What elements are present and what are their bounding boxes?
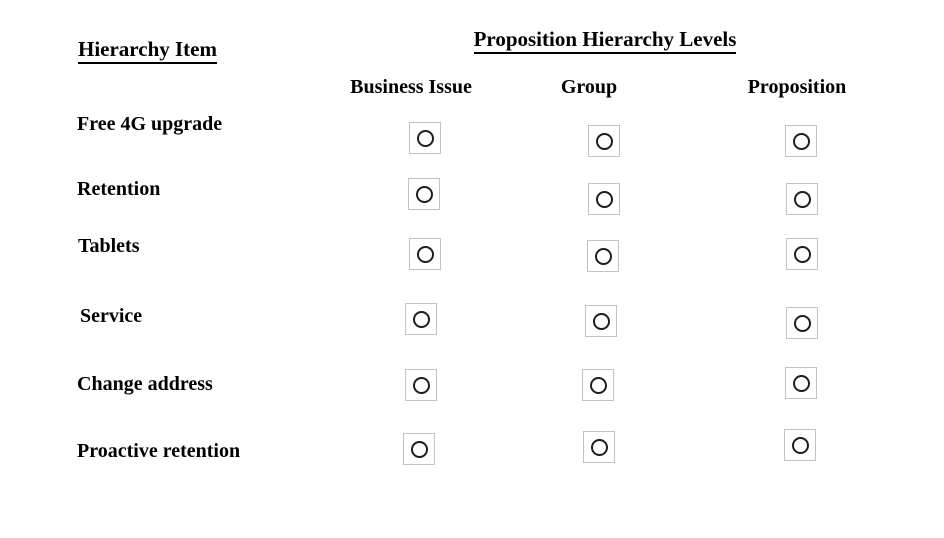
radio-circle-icon [590, 377, 607, 394]
row-label-retention: Retention [77, 178, 161, 200]
radio-proactive-retention-business-issue[interactable] [403, 433, 435, 465]
row-label-service: Service [80, 305, 143, 327]
radio-service-business-issue[interactable] [405, 303, 437, 335]
radio-circle-icon [593, 313, 610, 330]
row-label-change-address: Change address [77, 373, 213, 395]
radio-change-address-group[interactable] [582, 369, 614, 401]
hierarchy-item-title-text: Hierarchy Item [78, 37, 217, 64]
radio-proactive-retention-group[interactable] [583, 431, 615, 463]
radio-circle-icon [596, 133, 613, 150]
row-label-proactive-retention: Proactive retention [77, 440, 241, 462]
radio-circle-icon [793, 375, 810, 392]
radio-retention-group[interactable] [588, 183, 620, 215]
hierarchy-item-title [78, 37, 217, 64]
radio-circle-icon [793, 133, 810, 150]
radio-tablets-proposition[interactable] [786, 238, 818, 270]
radio-circle-icon [792, 437, 809, 454]
radio-service-group[interactable] [585, 305, 617, 337]
row-label-tablets: Tablets [78, 235, 140, 257]
radio-free-4g-upgrade-proposition[interactable] [785, 125, 817, 157]
radio-circle-icon [595, 248, 612, 265]
radio-tablets-group[interactable] [587, 240, 619, 272]
radio-circle-icon [417, 246, 434, 263]
radio-circle-icon [411, 441, 428, 458]
radio-circle-icon [416, 186, 433, 203]
radio-circle-icon [794, 191, 811, 208]
radio-retention-proposition[interactable] [786, 183, 818, 215]
radio-circle-icon [591, 439, 608, 456]
radio-circle-icon [413, 311, 430, 328]
radio-circle-icon [417, 130, 434, 147]
row-label-free-4g-upgrade: Free 4G upgrade [77, 113, 223, 135]
proposition-hierarchy-levels-title [455, 27, 755, 54]
radio-circle-icon [596, 191, 613, 208]
radio-retention-business-issue[interactable] [408, 178, 440, 210]
column-header-group: Group [560, 76, 618, 98]
radio-service-proposition[interactable] [786, 307, 818, 339]
radio-circle-icon [794, 315, 811, 332]
column-header-business-issue: Business Issue [350, 76, 472, 98]
radio-circle-icon [794, 246, 811, 263]
radio-change-address-business-issue[interactable] [405, 369, 437, 401]
radio-free-4g-upgrade-business-issue[interactable] [409, 122, 441, 154]
radio-circle-icon [413, 377, 430, 394]
radio-free-4g-upgrade-group[interactable] [588, 125, 620, 157]
radio-tablets-business-issue[interactable] [409, 238, 441, 270]
proposition-hierarchy-levels-title-text: Proposition Hierarchy Levels [474, 27, 737, 54]
column-header-proposition: Proposition [747, 76, 847, 98]
radio-change-address-proposition[interactable] [785, 367, 817, 399]
radio-proactive-retention-proposition[interactable] [784, 429, 816, 461]
